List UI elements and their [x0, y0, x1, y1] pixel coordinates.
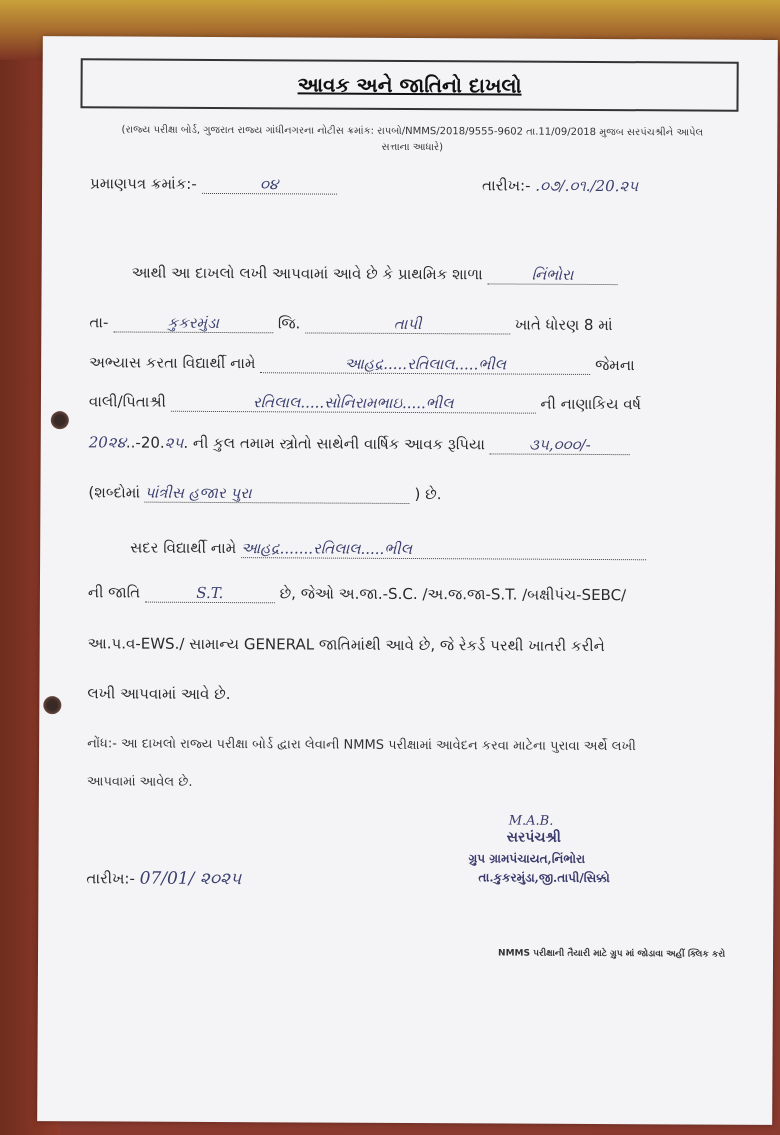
- school-field: [487, 265, 617, 285]
- year-from: 20૨૪: [88, 433, 126, 452]
- student-value: આહદ્ર.....રતિલાલ.....ભીલ: [344, 354, 507, 374]
- body-line-6: [88, 483, 748, 505]
- taluka-label: તા-: [89, 313, 109, 332]
- year-mid: ..-20.: [125, 433, 165, 452]
- body-line-1: [132, 264, 780, 286]
- signature-title: સરપંચશ્રી: [506, 829, 561, 846]
- body-line-7-text: સદર વિદ્યાર્થી નામે: [130, 538, 237, 558]
- body-line-8: [88, 583, 748, 605]
- body-line-3: [89, 353, 749, 375]
- note-line-2: આપવામાં આવેલ છે.: [86, 774, 193, 790]
- body-line-8-suffix: છે, જેઓ અ.જા.-S.C. /અ.જ.જા-S.T. /બક્ષીપંચ-SEBC/: [279, 584, 627, 605]
- cert-date: [482, 176, 638, 195]
- signature-place: તા.કુકરમુંડા,જી.તાપી/સિક્કો: [478, 870, 610, 886]
- bottom-date-label: તારીખ:-: [86, 869, 135, 888]
- bottom-date-value: 07/01/ ૨૦૨૫: [139, 868, 242, 890]
- parent-value: રતિલાલ.....સોનિરામભાઇ.....ભીલ: [252, 393, 454, 413]
- body-line-10: લખી આપવામાં આવે છે.: [87, 684, 231, 704]
- body-line-1-text: આથી આ દાખલો લખી આપવામાં આવે છે કે પ્રાથમિક શાળા: [131, 263, 483, 284]
- body-line-4-text: વાલી/પિતાશ્રી: [88, 392, 166, 411]
- note-line-1: નોંધ:- આ દાખલો રાજ્ય પરીક્ષા બોર્ડ દ્વારા લેવાની NMMS પરીક્ષામાં આવેદન કરવા માટેના પુરાવા અર્થે લખી: [87, 736, 636, 755]
- cert-number-row: [90, 174, 750, 196]
- cert-date-value: .૦૭/.૦૧./20.૨૫: [535, 176, 639, 196]
- words-field: [145, 484, 410, 504]
- title-box: [80, 58, 738, 111]
- footer-link-text[interactable]: NMMS પરીક્ષાની તૈયારી માટે ગ્રુપ માં જોડાવા અહીં ક્લિક કરો: [498, 948, 726, 960]
- cert-number-value: ૦૪: [259, 175, 279, 194]
- student2-field: [241, 539, 646, 560]
- caste-label: ની જાતિ: [87, 583, 141, 602]
- income-value: ૩૫,૦૦૦/-: [528, 435, 591, 454]
- body-line-3-suffix: જેમના: [595, 355, 635, 375]
- student-field: [260, 354, 590, 375]
- body-line-4-suffix: ની નાણાકિય વર્ષ: [540, 394, 642, 414]
- cert-date-label: તારીખ:-: [482, 176, 531, 195]
- signature-panchayat: ગ્રુપ ગ્રામપંચાયત,નિંભોરા: [468, 851, 586, 866]
- year-to: ૨૫: [164, 433, 184, 452]
- body-line-2-suffix: ખાતે ધોરણ 8 માં: [514, 315, 613, 335]
- signature-initials: M.A.B.: [508, 813, 554, 829]
- body-line-5: 20૨૪..-20.૨૫. ની કુલ તમામ સ્ત્રોતો સાથેની વાર્ષિક આવક રૂપિયા ૩૫,૦૦૦/-: [89, 433, 749, 455]
- words-close: ) છે.: [414, 485, 442, 504]
- district-label: જિ.: [277, 314, 301, 333]
- student2-value: આહદ્ર.......રતિલાલ.....ભીલ: [241, 539, 413, 559]
- cert-number-label: પ્રમાણપત્ર ક્રમાંક:-: [90, 174, 197, 193]
- punch-hole-upper: [51, 411, 69, 429]
- income-field: [490, 435, 630, 455]
- punch-hole-lower: [43, 696, 61, 714]
- body-line-7: [130, 539, 780, 561]
- bottom-date: [86, 868, 746, 891]
- caste-field: [145, 584, 275, 604]
- body-line-3-text: અભ્યાસ કરતા વિદ્યાર્થી નામે: [89, 353, 256, 373]
- taluka-field: [113, 313, 273, 333]
- body-line-5-text: ની કુલ તમામ સ્ત્રોતો સાથેની વાર્ષિક આવક રૂપિયા: [192, 433, 486, 454]
- cert-number-field: [202, 175, 337, 195]
- words-value: પાંત્રીસ હજાર પુરા: [144, 483, 252, 503]
- certificate-paper: [37, 36, 778, 1125]
- body-line-2: [89, 313, 749, 335]
- caste-value: S.T.: [196, 583, 224, 603]
- district-value: તાપી: [393, 314, 422, 334]
- body-line-9: આ.પ.વ-EWS./ સામાન્ય GENERAL જાતિમાંથી આવે છે, જે રેકર્ડ પરથી ખાતરી કરીને: [87, 634, 605, 656]
- district-field: [305, 314, 510, 334]
- parent-field: [171, 393, 536, 414]
- school-value: નિંભોરા: [531, 265, 574, 284]
- page-title: આવક અને જાતિનો દાખલો: [297, 72, 522, 98]
- body-line-4: [89, 392, 749, 414]
- words-open: (શબ્દોમાં: [88, 483, 141, 502]
- notice-reference: (રાજ્ય પરીક્ષા બોર્ડ, ગુજરાત રાજ્ય ગાંધીનગરના નોટીસ ક્રમાંક: રાપબો/NMMS/2018/9555-9602 તા.11/09/2018 મુજબ સરપંચશ્રીને આપેલ સત્તાના આધારે): [121, 124, 704, 154]
- taluka-value: કુકરમુંડા: [167, 313, 219, 333]
